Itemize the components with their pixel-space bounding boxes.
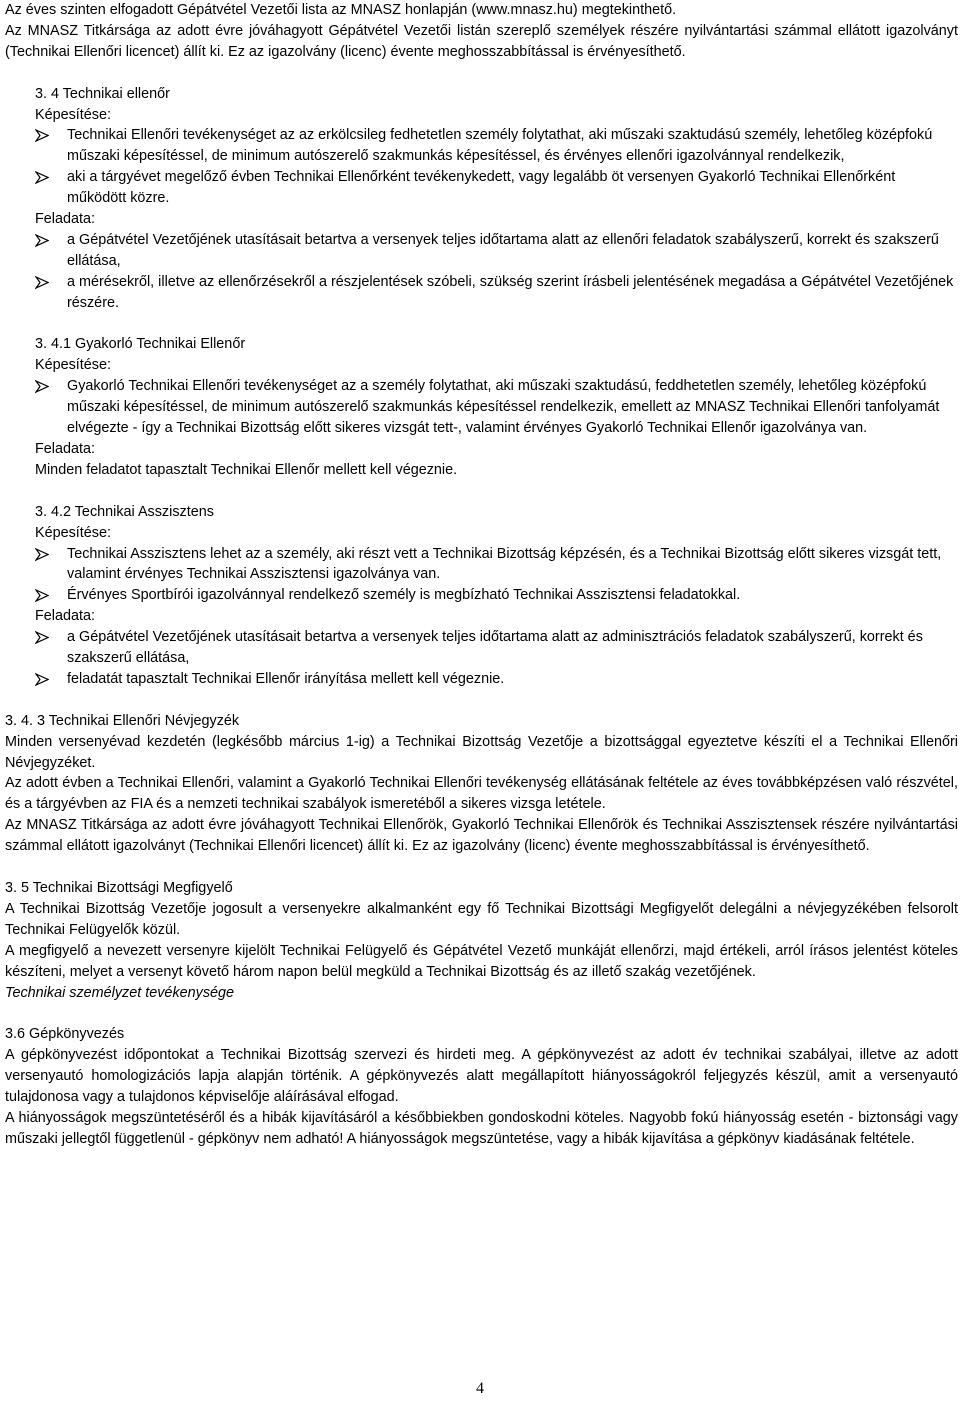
arrowhead-bullet-icon <box>35 627 53 644</box>
paragraph: A megfigyelő a nevezett versenyre kijelölt Technikai Felügyelő és Gépátvétel Vezető munkáját ellenőrzi, majd értékeli, arról írásos jelentést köteles készíteni, melyet a versenyt követő három napon belül megküld a Technikai Bizottság és az illető szakág vezetőjének. <box>5 942 958 980</box>
list-item: a Gépátvétel Vezetőjének utasításait betartva a versenyek teljes időtartama alatt az ellenőri feladatok szabályszerű, korrekt és szakszerű ellátása, <box>35 230 958 272</box>
italic-subtitle: Technikai személyzet tevékenysége <box>5 984 235 1001</box>
kepesitese-label: Képesítése: <box>35 524 112 541</box>
arrowhead-bullet-icon <box>35 376 53 393</box>
list-item: a mérésekről, illetve az ellenőrzésekről a részjelentések szóbeli, szükség szerint írásbeli jelentésének megadása a Gépátvétel Vezetőjének részére. <box>35 272 958 314</box>
feladata-text: Minden feladatot tapasztalt Technikai Ellenőr mellett kell végeznie. <box>35 461 458 478</box>
feladata-label: Feladata: <box>35 441 96 457</box>
list-item: Technikai Ellenőri tevékenységet az az erkölcsileg fedhetetlen személy folytathat, aki műszaki szaktudású személy, lehetőleg középfokú műszaki képesítéssel, de minimum autószerelő szakmunkás képesítéssel, és érvényes ellenőri igazolvánnyal rendelkezik, <box>35 125 958 167</box>
arrowhead-bullet-icon <box>35 272 53 289</box>
intro-paragraph-2: Az MNASZ Titkársága az adott évre jóváhagyott Gépátvétel Vezetői listán szereplő személyek részére nyilvántartási számmal ellátott igazolványt (Technikai Ellenőri licencet) állít ki. Ez az igazolvány (licenc) évente meghosszabbítással is érvényesíthető. <box>5 22 958 60</box>
paragraph: A Technikai Bizottság Vezetője jogosult a versenyekre alkalmanként egy fő Technikai Bizottsági Megfigyelőt delegálni a névjegyzékében felsorolt Technikai Felügyelők közül. <box>5 900 958 938</box>
arrowhead-bullet-icon <box>35 230 53 247</box>
arrowhead-bullet-icon <box>35 125 53 142</box>
paragraph: Az MNASZ Titkársága az adott évre jóváhagyott Technikai Ellenőrök, Gyakorló Technikai Ellenőrök és Technikai Asszisztensek részére nyilvántartási számmal ellátott igazolványt (Technikai Ellenőri licencet) állít ki. Ez az igazolvány (licenc) évente meghosszabbítással is érvényesíthető. <box>5 817 958 855</box>
feladata-label: Feladata: <box>35 211 96 228</box>
section-heading-3-5: 3. 5 Technikai Bizottsági Megfigyelő <box>5 879 233 896</box>
arrowhead-bullet-icon <box>35 544 53 561</box>
section-heading-3-4-1: 3. 4.1 Gyakorló Technikai Ellenőr <box>35 336 246 353</box>
bullet-list <box>5 230 958 314</box>
kepesitese-label: Képesítése: <box>35 357 112 374</box>
paragraph: A gépkönyvezést időpontokat a Technikai Bizottság szervezi és hirdeti meg. A gépkönyvezést az adott év technikai szabályai, illetve az adott versenyautó homologizációs lapja alapján történik. A gépkönyvezés alatt megállapított hiányosságokról feljegyzés készül, amit a versenyautó tulajdonosa vagy a tulajdonos képviselője aláírásával elfogad. <box>5 1047 958 1106</box>
bullet-list <box>5 376 958 439</box>
list-item: feladatát tapasztalt Technikai Ellenőr irányítása mellett kell végeznie. <box>35 669 958 690</box>
section-heading-3-6: 3.6 Gépkönyvezés <box>5 1026 125 1043</box>
list-item: Érvényes Sportbírói igazolvánnyal rendelkező személy is megbízható Technikai Asszisztensi feladatokkal. <box>35 585 958 606</box>
arrowhead-bullet-icon <box>35 585 53 602</box>
paragraph: Az adott évben a Technikai Ellenőri, valamint a Gyakorló Technikai Ellenőri tevékenység ellátásának feltétele az éves továbbképzésen való részvétel, és a tárgyévben az FIA és a nemzeti technikai szabályok ismeretéből a sikeres vizsga letétele. <box>5 775 958 813</box>
bullet-list <box>5 627 958 690</box>
section-heading-3-4-2: 3. 4.2 Technikai Asszisztens <box>35 503 214 520</box>
arrowhead-bullet-icon <box>35 167 53 184</box>
list-item: Technikai Asszisztens lehet az a személy, aki részt vett a Technikai Bizottság képzésén, és a Technikai Bizottság előtt sikeres vizsgát tett, valamint érvényes Technikai Asszisztensi igazolványa van. <box>35 544 958 586</box>
list-item: aki a tárgyévet megelőző évben Technikai Ellenőrként tevékenykedett, vagy legalább öt versenyen Gyakorló Technikai Ellenőrként működött közre. <box>35 167 958 209</box>
paragraph: Minden versenyévad kezdetén (legkésőbb március 1-ig) a Technikai Bizottság Vezetője a bizottsággal egyeztetve készíti el a Technikai Ellenőri Névjegyzéket. <box>5 733 958 771</box>
intro-paragraph-1: Az éves szinten elfogadott Gépátvétel Vezetői lista az MNASZ honlapján (www.mnasz.hu) megtekinthető. <box>5 2 677 18</box>
page-number: 4 <box>476 1380 484 1397</box>
arrowhead-bullet-icon <box>35 669 53 686</box>
paragraph: A hiányosságok megszüntetéséről és a hibák kijavításáról a későbbiekben gondoskodni köteles. Nagyobb fokú hiányosság esetén - biztonsági vagy műszaki jellegtől függetlenül - gépkönyv nem adható! A hiányosságok megszüntetése, vagy a hibák kijavítása a gépkönyv kiadásának feltétele. <box>5 1109 958 1147</box>
bullet-list <box>5 125 958 209</box>
list-item: Gyakorló Technikai Ellenőri tevékenységet az a személy folytathat, aki műszaki szaktudású, feddhetetlen személy, lehetőleg középfokú műszaki képesítéssel, de minimum autószerelő szakmunkás képesítéssel rendelkezik, emellett az MNASZ Technikai Ellenőri tanfolyamát elvégezte - így a Technikai Bizottság előtt sikeres vizsgát tett-, valamint érvényes Gyakorló Technikai Ellenőr igazolványa van. <box>35 376 958 439</box>
section-heading-3-4: 3. 4 Technikai ellenőr <box>35 85 170 102</box>
kepesitese-label: Képesítése: <box>35 106 112 123</box>
document-page <box>5 0 958 1150</box>
list-item: a Gépátvétel Vezetőjének utasításait betartva a versenyek teljes időtartama alatt az adminisztrációs feladatok szabályszerű, korrekt és szakszerű ellátása, <box>35 627 958 669</box>
section-heading-3-4-3: 3. 4. 3 Technikai Ellenőri Névjegyzék <box>5 712 240 729</box>
feladata-label: Feladata: <box>35 608 96 625</box>
bullet-list <box>5 544 958 607</box>
